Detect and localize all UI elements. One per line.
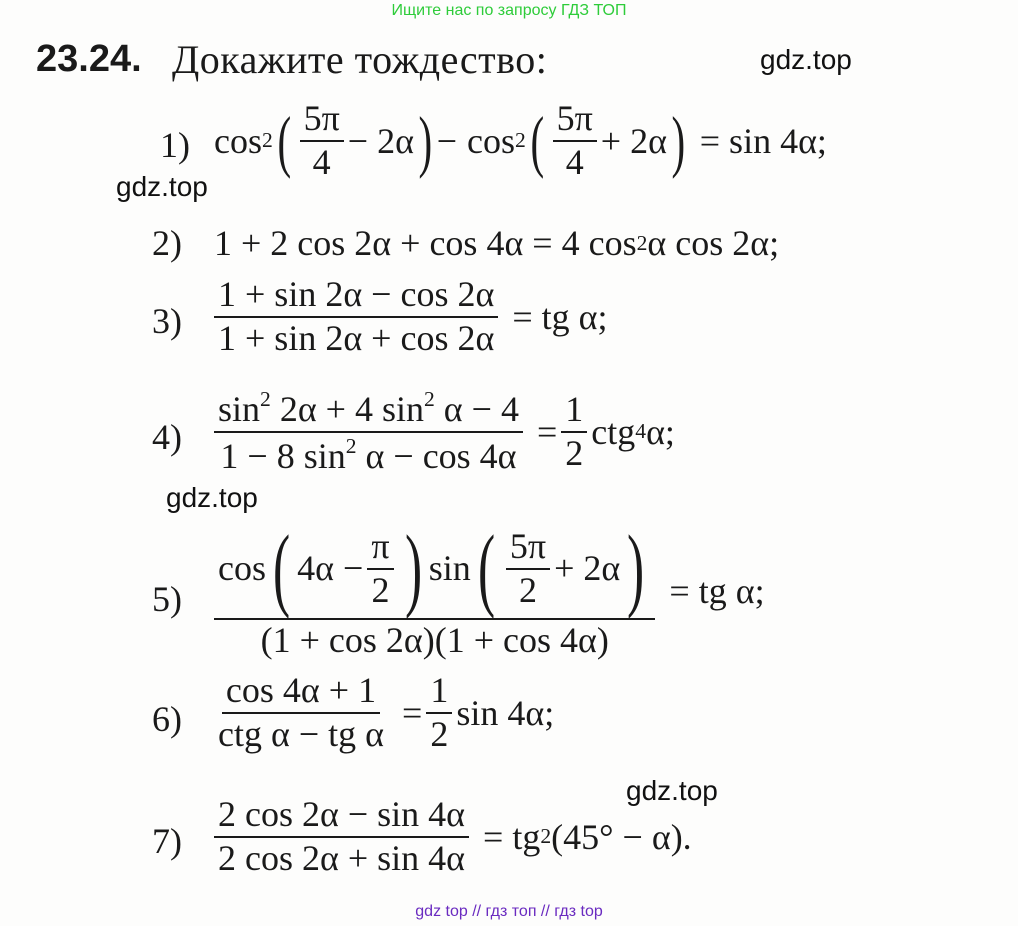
item-label-5: 5) bbox=[152, 579, 182, 619]
rhs: = sin 4α; bbox=[699, 120, 827, 161]
denominator: 2 cos 2α + sin 4α bbox=[218, 837, 466, 878]
exponent: 2 bbox=[515, 128, 526, 153]
identity-5 bbox=[210, 517, 765, 660]
rhs-tail: α; bbox=[646, 411, 675, 452]
fraction bbox=[214, 796, 469, 878]
rhs: (45° − α). bbox=[551, 816, 692, 857]
rhs: = tg α; bbox=[669, 570, 765, 611]
item-label-1: 1) bbox=[160, 125, 190, 165]
left-paren: ( bbox=[277, 102, 292, 179]
identity-2 bbox=[214, 222, 779, 264]
numerator: cos 4α + 1 bbox=[222, 672, 380, 714]
ctg-fn: ctg bbox=[591, 411, 636, 452]
exponent: 2 bbox=[636, 230, 648, 255]
term: − 2α bbox=[347, 120, 414, 161]
right-paren: ) bbox=[671, 102, 686, 179]
watermark: gdz.top bbox=[626, 775, 718, 806]
item-label-4: 4) bbox=[152, 417, 182, 457]
exponent: 2 bbox=[540, 824, 552, 849]
left-paren: ( bbox=[530, 102, 545, 179]
fraction bbox=[214, 276, 498, 358]
denominator: ctg α − tg α bbox=[218, 713, 385, 754]
equals-tg: = tg bbox=[483, 816, 541, 857]
expression: 1 + 2 cos 2α + cos 4α = 4 cos bbox=[214, 223, 637, 263]
item-label-3: 3) bbox=[152, 301, 182, 341]
numerator: 5π bbox=[300, 100, 344, 142]
denominator: 1 − 8 $\sin^2 \alpha - \cos 4\alpha$ bbox=[220, 433, 517, 477]
denominator: 1 + sin 2α + cos 2α bbox=[218, 317, 495, 358]
denominator: 2 bbox=[430, 713, 449, 754]
fraction bbox=[553, 100, 597, 182]
identity-1 bbox=[214, 100, 827, 182]
fraction bbox=[214, 388, 523, 476]
problem-instruction: Докажите тождество: bbox=[172, 37, 548, 82]
denominator: 4 bbox=[565, 141, 584, 182]
denominator: 4 bbox=[312, 141, 331, 182]
numerator: 1 bbox=[426, 672, 452, 714]
denominator: (1 + cos 2α)(1 + cos 4α) bbox=[260, 619, 609, 660]
fraction bbox=[214, 517, 655, 660]
cos-fn: cos bbox=[467, 120, 516, 161]
bottom-banner: gdz top // гдз топ // гдз top bbox=[415, 903, 603, 920]
problem-number: 23.24. bbox=[36, 38, 142, 80]
rhs: = tg α; bbox=[512, 296, 608, 337]
identity-4 bbox=[210, 388, 675, 476]
numerator: 2 cos 2α − sin 4α bbox=[214, 796, 469, 838]
denominator: 2 bbox=[565, 432, 584, 473]
watermark: gdz.top bbox=[116, 171, 208, 202]
numerator: $\sin^2 2\alpha + 4$ $\sin^2 \alpha - 4$ bbox=[214, 388, 523, 433]
equals: = bbox=[402, 692, 423, 733]
rhs: sin 4α; bbox=[456, 692, 555, 733]
watermark: gdz.top bbox=[760, 44, 852, 75]
right-paren: ) bbox=[418, 102, 433, 179]
fraction bbox=[300, 100, 344, 182]
numerator: cos ( 4α − $\frac{\pi}{2}$ ) sin ( $\frac{5\pi}{2}$ + 2α ) bbox=[214, 522, 655, 620]
half-fraction bbox=[561, 391, 587, 473]
numerator: 5π bbox=[553, 100, 597, 142]
fraction bbox=[214, 672, 388, 754]
item-label-7: 7) bbox=[152, 821, 182, 861]
expression-tail: α cos 2α; bbox=[647, 223, 780, 263]
exponent: 2 bbox=[262, 128, 273, 153]
identity-6 bbox=[210, 672, 554, 754]
item-label-6: 6) bbox=[152, 699, 182, 739]
minus-sign: − bbox=[436, 120, 458, 161]
numerator: 1 bbox=[561, 391, 587, 433]
item-label-2: 2) bbox=[152, 223, 182, 263]
identity-7 bbox=[210, 796, 692, 878]
term: + 2α bbox=[600, 120, 667, 161]
identity-3 bbox=[210, 276, 608, 358]
top-banner: Ищите нас по запросу ГДЗ ТОП bbox=[391, 2, 627, 19]
numerator: 1 + sin 2α − cos 2α bbox=[214, 276, 498, 318]
half-fraction bbox=[426, 672, 452, 754]
equals: = bbox=[536, 411, 558, 452]
watermark: gdz.top bbox=[166, 482, 258, 513]
cos-fn: cos bbox=[214, 120, 262, 161]
exponent: 4 bbox=[635, 419, 647, 444]
